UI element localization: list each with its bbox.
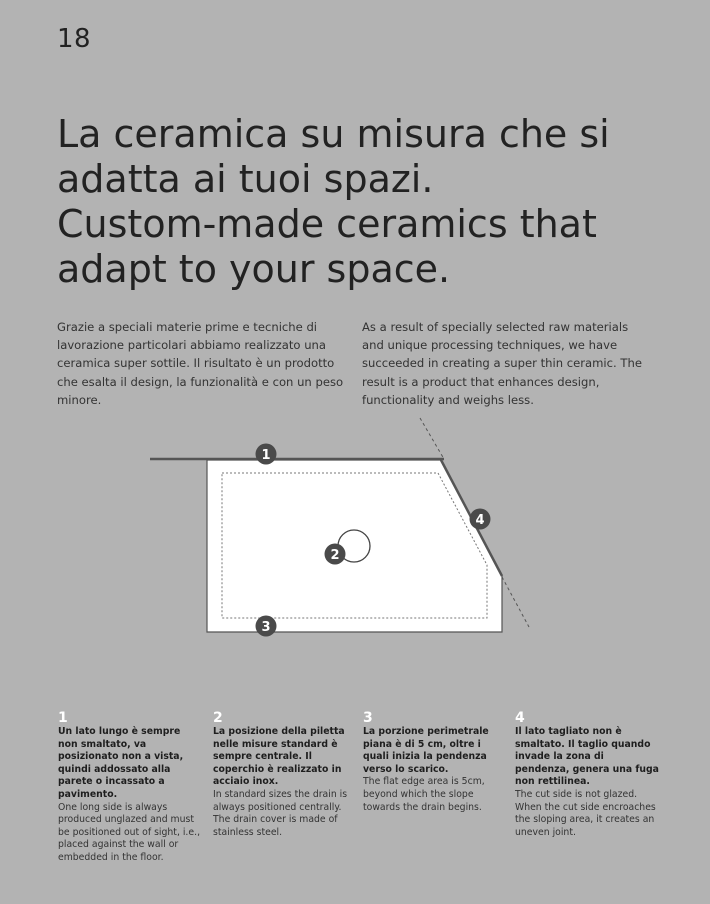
note-text-english: The flat edge area is 5cm, beyond which the slope towards the drain begins.: [363, 776, 485, 813]
marker-3: [256, 616, 277, 637]
note-4: [515, 710, 660, 839]
marker-3-label: 3: [261, 620, 271, 635]
note-1: [58, 710, 203, 865]
note-text-italian: La posizione della piletta nelle misure standard è sempre centrale. Il coperchio è realizzato in acciaio inox.: [213, 726, 345, 788]
marker-4: [470, 509, 491, 530]
marker-2: [325, 544, 346, 565]
note-2: [213, 710, 358, 839]
note-number: 4: [515, 710, 525, 726]
cut-extension-top: [420, 418, 444, 459]
cut-extension-bottom: [502, 577, 529, 627]
note-text-english: One long side is always produced unglazed and must be positioned out of sight, i.e., placed against the wall or embedded in the floor.: [58, 801, 201, 863]
headline-line: Custom-made ceramics that: [57, 202, 597, 246]
marker-4-label: 4: [475, 513, 485, 528]
shower-tray-diagram: [0, 410, 710, 660]
marker-1-label: 1: [261, 448, 271, 463]
note-text-english: The cut side is not glazed. When the cut side encroaches the sloping area, it creates an uneven joint.: [515, 788, 656, 838]
headline-line: La ceramica su misura che si: [57, 112, 610, 156]
headline-line: adatta ai tuoi spazi.: [57, 157, 434, 201]
note-number: 3: [363, 710, 373, 726]
marker-2-label: 2: [330, 548, 340, 563]
note-text-italian: Il lato tagliato non è smaltato. Il taglio quando invade la zona di pendenza, genera una fuga non rettilinea.: [515, 726, 659, 788]
note-number: 1: [58, 710, 68, 726]
note-number: 2: [213, 710, 223, 726]
note-text-italian: La porzione perimetrale piana è di 5 cm, oltre i quali inizia la pendenza verso lo scarico.: [363, 726, 489, 775]
page-number: 18: [57, 24, 92, 54]
intro-paragraph-english: As a result of specially selected raw materials and unique processing techniques, we have succeeded in creating a super thin ceramic. The result is a product that enhances design, functionality and weighs less.: [362, 320, 642, 407]
note-3: [363, 710, 503, 814]
page-headline: [57, 112, 677, 292]
note-text-italian: Un lato lungo è sempre non smaltato, va posizionato non a vista, quindi addossato alla parete o incassato a pavimento.: [58, 726, 184, 800]
intro-paragraph-italian: Grazie a speciali materie prime e tecniche di lavorazione particolari abbiamo realizzato una ceramica super sottile. Il risultato è un prodotto che esalta il design, la funzionalità e con un peso minore.: [57, 320, 344, 407]
marker-1: [256, 444, 277, 465]
note-text-english: In standard sizes the drain is always positioned centrally. The drain cover is made of stainless steel.: [213, 788, 348, 838]
headline-line: adapt to your space.: [57, 247, 451, 291]
